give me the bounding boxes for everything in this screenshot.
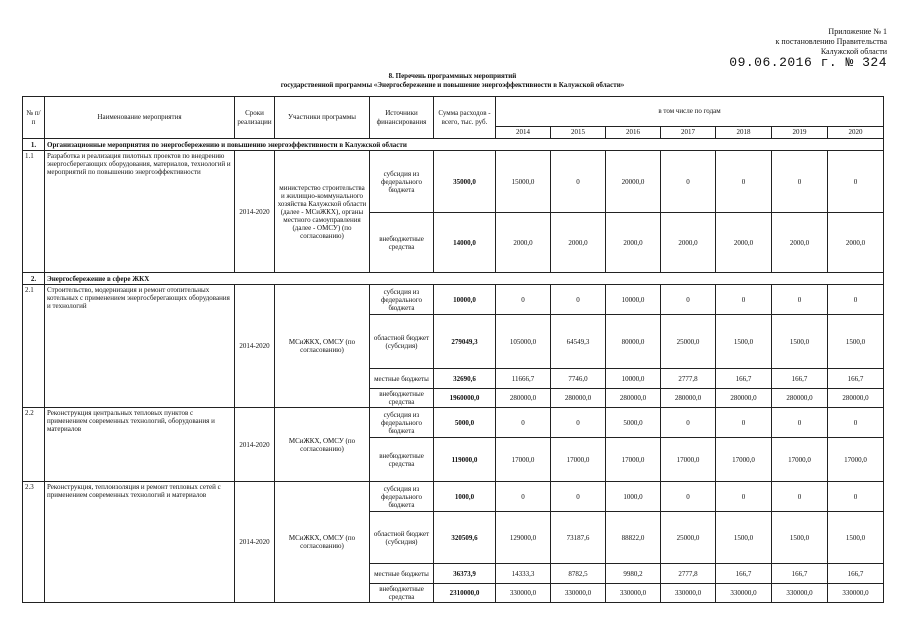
funding-year-value: 0 [496,482,551,512]
decree-date-number: 09.06.2016 г. № 324 [729,55,887,70]
funding-source: внебюджетные средства [370,213,434,273]
funding-year-value: 0 [716,285,772,315]
section-title: Организационные мероприятия по энергосбережению и повышению энергоэффективности в Калужской области [45,139,884,151]
funding-year-value: 0 [661,285,716,315]
funding-year-value: 17000,0 [551,438,606,482]
funding-total: 119000,0 [434,438,496,482]
funding-year-value: 25000,0 [661,315,716,369]
funding-year-value: 2000,0 [716,213,772,273]
funding-source: внебюджетные средства [370,438,434,482]
funding-year-value: 280000,0 [496,389,551,408]
funding-year-value: 17000,0 [716,438,772,482]
funding-year-value: 280000,0 [606,389,661,408]
funding-year-value: 166,7 [828,369,884,389]
funding-year-value: 88822,0 [606,512,661,564]
funding-year-value: 0 [828,408,884,438]
funding-year-value: 0 [551,285,606,315]
funding-total: 279049,3 [434,315,496,369]
funding-year-value: 2000,0 [606,213,661,273]
activity-participants: МСиЖКХ, ОМСУ (по согласованию) [275,408,370,482]
funding-year-value: 10000,0 [606,285,661,315]
funding-year-value: 20000,0 [606,151,661,213]
funding-total: 5000,0 [434,408,496,438]
funding-year-value: 1500,0 [828,512,884,564]
funding-year-value: 0 [772,285,828,315]
funding-source: местные бюджеты [370,369,434,389]
activity-number: 2.3 [23,482,45,603]
table-row [23,408,884,438]
funding-source: субсидия из федерального бюджета [370,482,434,512]
section-number: 1. [23,139,45,151]
funding-source: субсидия из федерального бюджета [370,285,434,315]
funding-year-value: 1500,0 [828,315,884,369]
header-year: 2020 [828,127,884,139]
funding-year-value: 17000,0 [606,438,661,482]
activity-participants: министерство строительства и жилищно-коммунального хозяйства Калужской области (далее - МСиЖКХ), органы местного самоуправления (далее - ОМСУ) (по согласованию) [275,151,370,273]
funding-year-value: 166,7 [716,369,772,389]
activity-name: Разработка и реализация пилотных проектов по внедрению энергосберегающих оборудования, материалов, технологий и мероприятий по повышению энергоэффективности [45,151,235,273]
appendix-line: Приложение № 1 [828,27,887,36]
funding-year-value: 330000,0 [716,584,772,603]
funding-year-value: 330000,0 [551,584,606,603]
funding-total: 10000,0 [434,285,496,315]
funding-year-value: 0 [772,408,828,438]
funding-year-value: 0 [828,151,884,213]
funding-year-value: 17000,0 [828,438,884,482]
funding-year-value: 0 [551,482,606,512]
funding-year-value: 80000,0 [606,315,661,369]
appendix-header [729,27,887,68]
funding-source: внебюджетные средства [370,584,434,603]
activity-number: 2.1 [23,285,45,408]
title-line: государственной программы «Энергосбережение и повышение энергоэффективности в Калужской области» [280,81,625,89]
funding-year-value: 280000,0 [551,389,606,408]
funding-total: 14000,0 [434,213,496,273]
funding-year-value: 2000,0 [772,213,828,273]
funding-year-value: 2000,0 [828,213,884,273]
funding-year-value: 73187,6 [551,512,606,564]
section-row [23,139,884,151]
funding-year-value: 0 [716,151,772,213]
activity-name: Строительство, модернизация и ремонт отопительных котельных с применением энергосберегающих оборудования и технологий [45,285,235,408]
funding-year-value: 1500,0 [772,315,828,369]
funding-year-value: 280000,0 [772,389,828,408]
funding-year-value: 0 [661,151,716,213]
funding-year-value: 5000,0 [606,408,661,438]
funding-source: субсидия из федерального бюджета [370,151,434,213]
funding-total: 32690,6 [434,369,496,389]
header-name: Наименование мероприятия [45,97,235,139]
table-row [23,482,884,512]
funding-total: 36373,9 [434,564,496,584]
funding-year-value: 0 [496,285,551,315]
funding-year-value: 2777,8 [661,369,716,389]
header-participants: Участники программы [275,97,370,139]
activity-name: Реконструкция центральных тепловых пунктов с применением современных технологий, оборудования и материалов [45,408,235,482]
funding-year-value: 9980,2 [606,564,661,584]
funding-year-value: 166,7 [828,564,884,584]
activity-period: 2014-2020 [235,408,275,482]
funding-year-value: 1500,0 [716,512,772,564]
activity-name: Реконструкция, теплоизоляция и ремонт тепловых сетей с применением современных технологий и материалов [45,482,235,603]
funding-source: областной бюджет (субсидия) [370,512,434,564]
document-title [0,72,905,90]
funding-year-value: 25000,0 [661,512,716,564]
title-line: 8. Перечень программных мероприятий [388,72,517,80]
section-row [23,273,884,285]
funding-year-value: 330000,0 [661,584,716,603]
funding-source: внебюджетные средства [370,389,434,408]
funding-year-value: 1500,0 [716,315,772,369]
funding-year-value: 17000,0 [772,438,828,482]
funding-year-value: 280000,0 [716,389,772,408]
header-year: 2019 [772,127,828,139]
appendix-line: Калужской области [820,47,887,56]
funding-year-value: 280000,0 [661,389,716,408]
funding-total: 320509,6 [434,512,496,564]
funding-year-value: 166,7 [772,369,828,389]
funding-year-value: 330000,0 [606,584,661,603]
funding-year-value: 7746,0 [551,369,606,389]
funding-year-value: 0 [661,408,716,438]
funding-year-value: 129000,0 [496,512,551,564]
funding-year-value: 0 [716,482,772,512]
funding-year-value: 0 [772,151,828,213]
funding-year-value: 166,7 [772,564,828,584]
funding-year-value: 280000,0 [828,389,884,408]
funding-year-value: 14333,3 [496,564,551,584]
funding-year-value: 8782,5 [551,564,606,584]
header-period: Сроки реализации [235,97,275,139]
funding-year-value: 10000,0 [606,369,661,389]
header-year: 2014 [496,127,551,139]
funding-total: 1960000,0 [434,389,496,408]
header-num: № п/п [23,97,45,139]
funding-year-value: 15000,0 [496,151,551,213]
funding-total: 2310000,0 [434,584,496,603]
header-year: 2016 [606,127,661,139]
funding-year-value: 330000,0 [496,584,551,603]
activity-period: 2014-2020 [235,482,275,603]
funding-year-value: 1000,0 [606,482,661,512]
appendix-line: к постановлению Правительства [775,37,887,46]
funding-year-value: 0 [551,151,606,213]
funding-year-value: 330000,0 [828,584,884,603]
header-total: Сумма расходов - всего, тыс. руб. [434,97,496,139]
funding-year-value: 0 [661,482,716,512]
funding-year-value: 64549,3 [551,315,606,369]
funding-year-value: 11666,7 [496,369,551,389]
funding-year-value: 1500,0 [772,512,828,564]
funding-year-value: 2777,8 [661,564,716,584]
funding-source: субсидия из федерального бюджета [370,408,434,438]
activity-period: 2014-2020 [235,285,275,408]
funding-source: областной бюджет (субсидия) [370,315,434,369]
funding-total: 35000,0 [434,151,496,213]
funding-year-value: 0 [496,408,551,438]
header-sources: Источники финансирования [370,97,434,139]
funding-year-value: 105000,0 [496,315,551,369]
funding-year-value: 2000,0 [661,213,716,273]
activity-participants: МСиЖКХ, ОМСУ (по согласованию) [275,285,370,408]
funding-year-value: 2000,0 [496,213,551,273]
section-title: Энергосбережение в сфере ЖКХ [45,273,884,285]
table-row [23,151,884,213]
funding-year-value: 0 [828,285,884,315]
header-year: 2018 [716,127,772,139]
header-year: 2015 [551,127,606,139]
header-by-years: в том числе по годам [496,97,884,127]
activity-participants: МСиЖКХ, ОМСУ (по согласованию) [275,482,370,603]
activity-period: 2014-2020 [235,151,275,273]
activity-number: 1.1 [23,151,45,273]
activity-number: 2.2 [23,408,45,482]
funding-year-value: 330000,0 [772,584,828,603]
funding-year-value: 0 [828,482,884,512]
funding-year-value: 0 [716,408,772,438]
funding-total: 1000,0 [434,482,496,512]
funding-year-value: 2000,0 [551,213,606,273]
funding-year-value: 17000,0 [496,438,551,482]
funding-year-value: 0 [551,408,606,438]
program-activities-table [22,96,884,603]
table-row [23,285,884,315]
funding-year-value: 17000,0 [661,438,716,482]
funding-year-value: 0 [772,482,828,512]
header-year: 2017 [661,127,716,139]
funding-year-value: 166,7 [716,564,772,584]
funding-source: местные бюджеты [370,564,434,584]
section-number: 2. [23,273,45,285]
